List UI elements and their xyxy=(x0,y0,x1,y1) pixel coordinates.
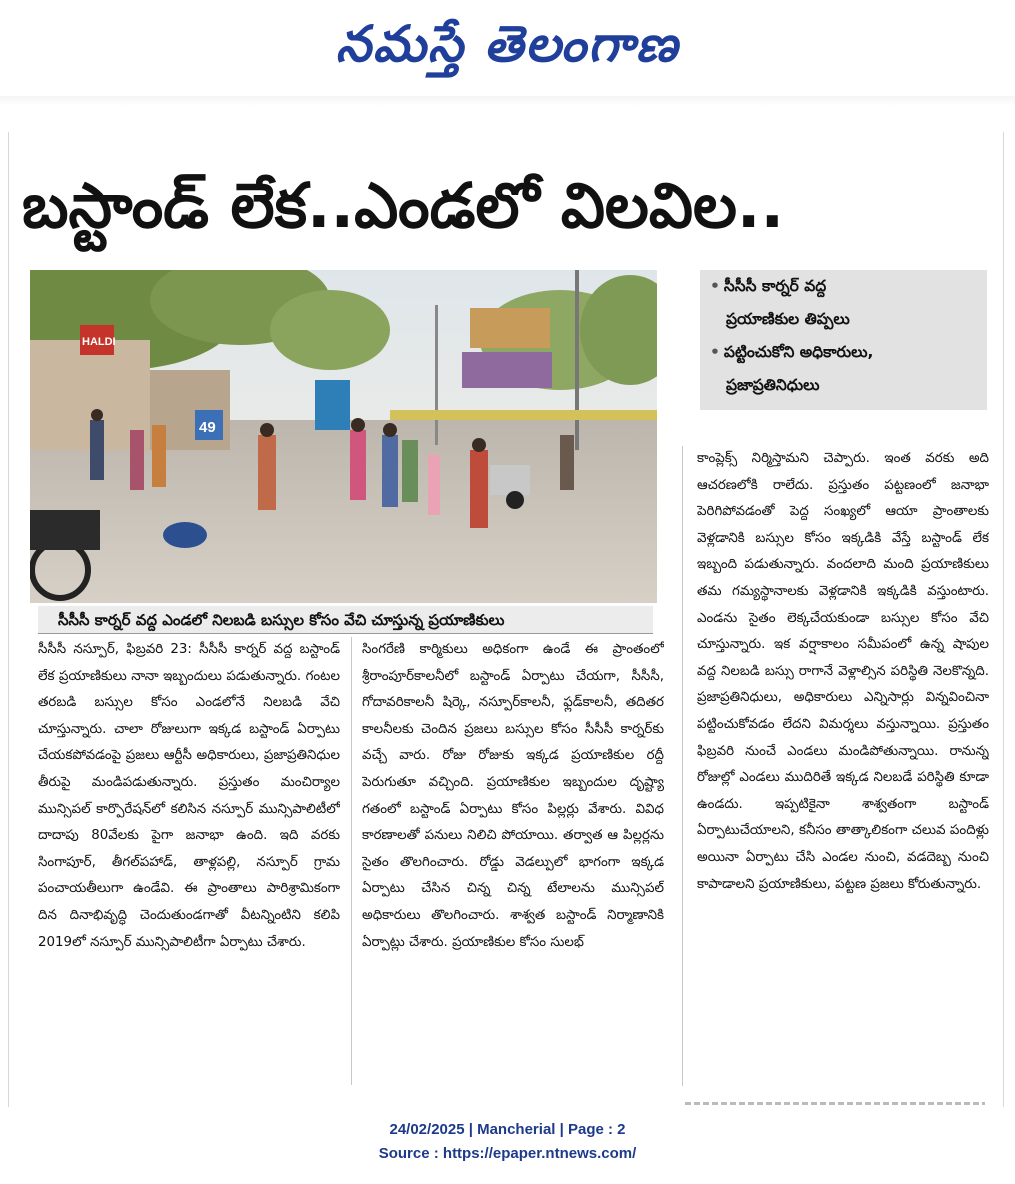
street-pole xyxy=(575,270,579,450)
column-divider xyxy=(351,637,352,1085)
header-divider xyxy=(0,96,1015,106)
highlights-box xyxy=(700,270,987,410)
article-text-1: సీసీసీ నస్పూర్, ఫిబ్రవరి 23: సీసీసీ కార్నర్ వద్ద బస్టాండ్ లేక ప్రయాణికులు నానా ఇబ్బందులు పడుతున్నారు. గంటల తరబడి బస్సుల కోసం ఎండలోనే నిలబడి వేచి చూస్తున్నారు. చాలా రోజులుగా ఇక్కడ బస్టాండ్ ఏర్పాటు చేయకపోవడంపై ప్రజలు ఆర్టీసీ అధికారులు, ప్రజాప్రతినిధుల తీరుపై మండిపడుతున్నారు. ప్రస్తుతం మంచిర్యాల మున్సిపల్ కార్పొరేషన్‌లో కలిసిన నస్పూర్ మున్సిపాలిటీలో దాదాపు 80వేలకు పైగా జనాభా ఉంది. ఇది వరకు సింగాపూర్, తీగల్‌పహాడ్, తాళ్లపల్లి, నస్పూర్ గ్రామ పంచాయతీలుగా ఉండేవి. ఈ ప్రాంతాలు పారిశ్రామికంగా దిన దినాభివృద్ధి చెందుతుండగాతో వీటన్నింటిని కలిపి 2019లో నస్పూర్ మున్సిపాలిటీగా ఏర్పాటు చేశారు. xyxy=(38,642,340,950)
highlight-2 xyxy=(700,336,987,369)
blue-hoarding xyxy=(315,380,350,430)
clip-border-right xyxy=(1003,132,1004,1107)
footer-source-link[interactable]: Source : https://epaper.ntnews.com/ xyxy=(378,1145,637,1162)
bullet-icon: • xyxy=(710,277,720,295)
shop-sign-text: HALDI xyxy=(82,336,116,348)
route-sign-number: 49 xyxy=(199,419,216,436)
news-photo xyxy=(30,270,657,603)
bullet-icon: • xyxy=(710,343,720,361)
clip-border-left xyxy=(8,132,9,1107)
highlight-2-line1: పట్టించుకోని అధికారులు, xyxy=(723,343,874,361)
masthead xyxy=(0,0,1015,88)
footer xyxy=(0,1118,1015,1166)
bag-on-road xyxy=(163,522,207,548)
article-headline: బస్టాండ్ లేక..ఎండలో విలవిల.. xyxy=(22,169,785,242)
article-column-3 xyxy=(697,446,989,1086)
article-column-2 xyxy=(362,637,664,1085)
newspaper-logo: నమస్తే తెలంగాణ xyxy=(335,15,680,73)
article-text-3: కాంప్లెక్స్ నిర్మిస్తామని చెప్పారు. ఇంత వరకు అది ఆచరణలోకి రాలేదు. ప్రస్తుతం పట్టణంలో జనాభా పెరిగిపోవడంతో పెద్ద సంఖ్యలో ఆయా ప్రాంతాలకు వెళ్లడానికి బస్సుల కోసం ఇక్కడికి వేస్తే బస్టాండ్ లేక ఇబ్బంది పడుతున్నారు. వందలాది మంది ప్రయాణికులు తమ గమ్యస్థానాలకు వెళ్లడానికి ఇక్కడికి వస్తుంటారు. ఎండను సైతం లెక్కచేయకుండా బస్సుల కోసం వేచి చూస్తున్నారు. ఇక వర్షాకాలం సమీపంలో ఉన్న షాపుల వద్ద నిలబడి బస్సు రాగానే వెళ్లాల్సిన పరిస్థితి నెలకొన్నది. ప్రజాప్రతినిధులు, అధికారులు ఎన్నిసార్లు విన్నవించినా పట్టించుకోవడం లేదని విమర్శలు వస్తున్నాయి. ప్రస్తుతం ఫిబ్రవరి నుంచే ఎండలు మండిపోతున్నాయి. రానున్న రోజుల్లో ఎండలు ముదిరితే ఇక్కడ నిలబడే పరిస్థితి కూడా ఉండదు. ఇప్పటికైనా శాశ్వతంగా బస్టాండ్ ఏర్పాటుచేయాలని, కనీసం తాత్కాలికంగా చలువ పందిళ్లు అయినా ఏర్పాటు చేసి ఎండల నుంచి, వడదెబ్బ నుంచి కాపాడాలని ప్రయాణికులు, పట్టణ ప్రజలు కోరుతున్నారు. xyxy=(697,451,989,892)
bottom-rule xyxy=(685,1102,985,1105)
column-divider xyxy=(682,446,683,1086)
billboard-2 xyxy=(462,352,552,388)
article-column-1 xyxy=(38,637,340,1085)
road-divider xyxy=(390,410,657,420)
highlight-1 xyxy=(700,270,987,303)
billboard-1 xyxy=(470,308,550,348)
highlight-1-line1: సీసీసీ కార్నర్ వద్ద xyxy=(723,277,827,295)
highlight-2-line2: ప్రజాప్రతినిధులు xyxy=(726,376,820,394)
article-text-2: సింగరేణి కార్మికులు అధికంగా ఉండే ఈ ప్రాంతంలో శ్రీరాంపూర్‌కాలనీలో బస్టాండ్ ఏర్పాటు చేయగా, సీసీసీ, గోదావరికాలనీ షిర్కె, నస్పూర్‌కాలనీ, ఫ్లడ్‌కాలనీ, తదితర కాలనీలకు చెందిన ప్రజలు బస్సుల కోసం సీసీసీ కార్నర్‌కు వచ్చే వారు. రోజు రోజుకు ఇక్కడ ప్రయాణికుల రద్దీ పెరుగుతూ వచ్చింది. ప్రయాణికుల ఇబ్బందుల దృష్ట్యా గతంలో బస్టాండ్ ఏర్పాటు కోసం పిల్లర్లు వేశారు. వివిధ కారణాలతో పనులు నిలిచి పోయాయి. తర్వాత ఆ పిల్లర్లను సైతం తొలగించారు. రోడ్డు వెడల్పులో భాగంగా ఇక్కడ ఏర్పాటు చేసిన చిన్న చిన్న టేలాలను మున్సిపల్ అధికారులు తొలగించారు. శాశ్వత బస్టాండ్ నిర్మాణానికి ఏర్పాట్లు చేశారు. ప్రయాణికుల కోసం సులభ్ xyxy=(362,642,664,950)
highlight-1-line2: ప్రయాణికుల తిప్పలు xyxy=(726,310,850,328)
street-light-pole xyxy=(435,305,438,445)
photo-caption: సీసీసీ కార్నర్ వద్ద ఎండలో నిలబడి బస్సుల కోసం వేచి చూస్తున్న ప్రయాణికులు xyxy=(38,606,653,634)
footer-date-edition: 24/02/2025 | Mancherial | Page : 2 xyxy=(389,1121,626,1138)
